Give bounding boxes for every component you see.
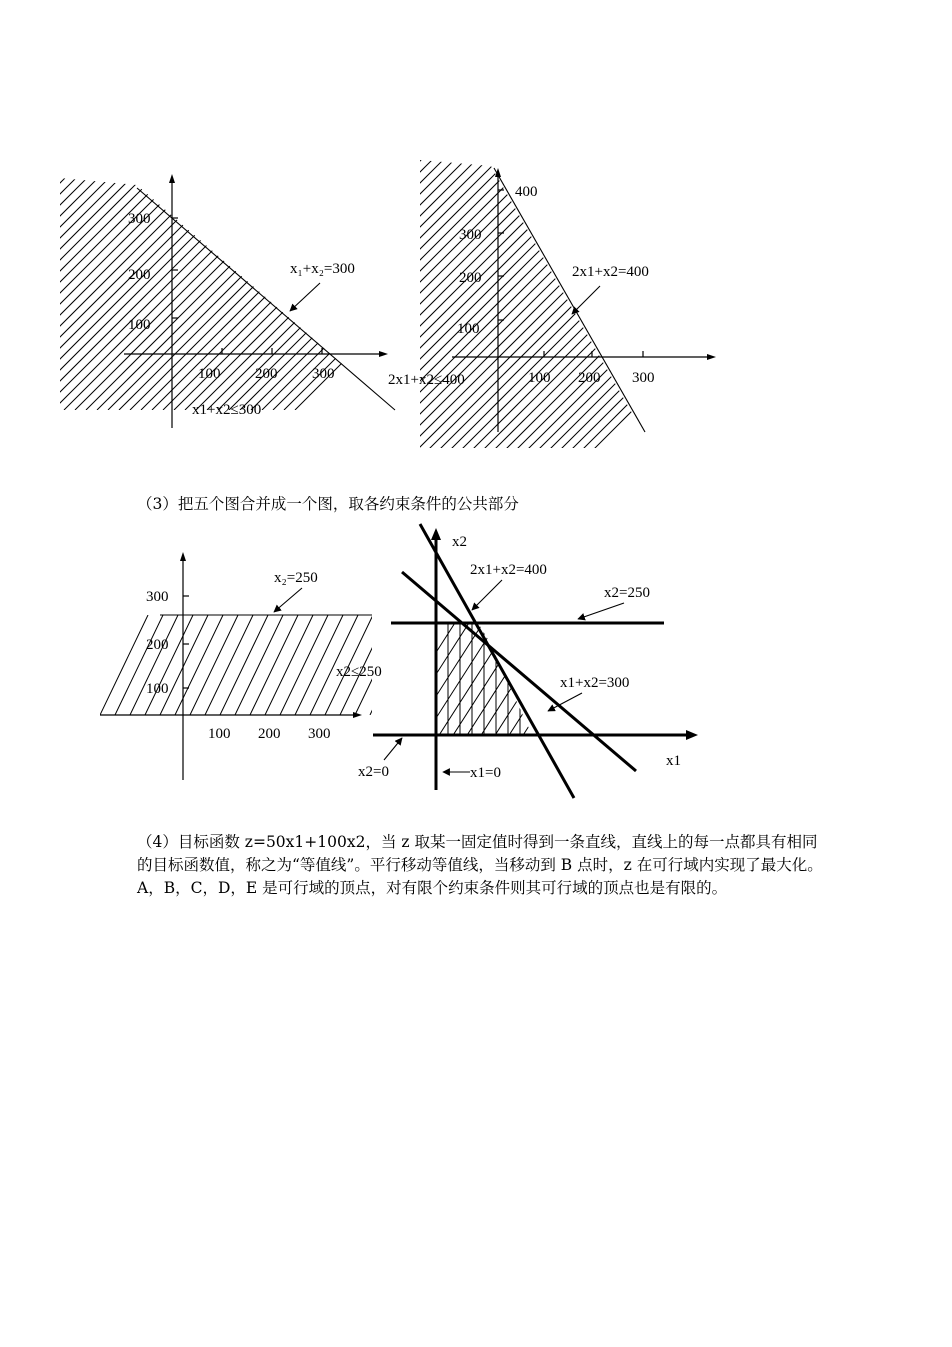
y-tick: 200 [459, 270, 482, 286]
x1-axis-arrow-icon [686, 730, 698, 740]
hatch-line [160, 615, 208, 715]
figure-2x1-plus-x2-le-400 [376, 0, 746, 480]
hatch-line [152, 150, 412, 410]
hatch-line [0, 150, 181, 410]
hatch-line [115, 615, 163, 715]
label-x1-x2-300: x1+x2=300 [560, 675, 630, 691]
pointer-arrow-icon [384, 738, 402, 760]
hatch-line [250, 615, 298, 715]
hatch-line [0, 150, 148, 410]
pointer-arrow-icon [578, 603, 624, 619]
hatch-line [31, 150, 291, 410]
step-3-text: （3）把五个图合并成一个图，取各约束条件的公共部分 [137, 495, 519, 513]
y-tick: 100 [146, 681, 169, 697]
hatch-line [0, 150, 104, 410]
hatch-line [516, 150, 816, 450]
x-tick: 100 [198, 366, 221, 382]
hatch-line [175, 615, 223, 715]
inequality-label: x2≤250 [336, 664, 382, 680]
y-tick: 300 [146, 589, 169, 605]
hatch-line [340, 150, 640, 450]
inequality-label: x1+x2≤300 [192, 402, 262, 418]
hatch-line [351, 150, 651, 450]
x1-axis-label: x1 [666, 753, 681, 769]
x-tick: 300 [308, 726, 331, 742]
hatch-line [235, 615, 283, 715]
hatch-line [0, 150, 126, 410]
y-tick: 200 [146, 637, 169, 653]
y-tick: 200 [128, 267, 151, 283]
y-axis-arrow-icon [180, 552, 186, 561]
figure-combined-feasible-region [360, 520, 710, 805]
x-tick: 300 [632, 370, 655, 386]
hatch-line [461, 150, 761, 450]
hatch-line [527, 150, 827, 450]
x-tick: 100 [208, 726, 231, 742]
hatch-line [64, 150, 324, 410]
hatch-line [593, 150, 893, 450]
label-x1-0: x1=0 [470, 765, 501, 781]
hatch-line [119, 150, 379, 410]
y-tick: 400 [515, 184, 538, 200]
x-tick: 200 [258, 726, 281, 742]
pointer-arrow-icon [290, 283, 320, 311]
hatch-line [100, 615, 148, 715]
line-label: x₁+x₂=300 [290, 261, 355, 277]
hatch-line [0, 150, 93, 410]
y-tick: 300 [459, 227, 482, 243]
line-label: 2x1+x2=400 [572, 264, 649, 280]
hatch-line [406, 150, 706, 450]
step-4-text: （4）目标函数 z=50x1+100x2，当 z 取某一固定值时得到一条直线，直线上的每一点都具有相同的目标函数值，称之为“等值线”。平行移动等值线，当移动到 B 点时，z 在可行域内实现了最大化。A，B，C，D，E 是可行域的顶点，对有限个约束条件则其可行域的顶点也是有限的。 [137, 833, 823, 897]
label-x2-0: x2=0 [358, 764, 389, 780]
label-x2-250: x2=250 [604, 585, 650, 601]
x-tick: 200 [255, 366, 278, 382]
hatch-line [450, 150, 750, 450]
hatch-line [0, 150, 214, 410]
hatch-line [549, 150, 849, 450]
x-axis-arrow-icon [707, 354, 716, 360]
x-tick: 300 [312, 366, 335, 382]
x-tick: 200 [578, 370, 601, 386]
x2-axis-arrow-icon [431, 528, 441, 540]
hatch-line [538, 150, 838, 450]
hatch-line [130, 615, 178, 715]
label-2x1-x2-400: 2x1+x2=400 [470, 562, 547, 578]
pointer-arrow-icon [572, 286, 600, 314]
hatch-line [428, 150, 728, 450]
y-tick: 100 [128, 317, 151, 333]
pointer-arrow-icon [274, 588, 302, 612]
hatch-line [395, 150, 695, 450]
hatch-line [0, 150, 71, 410]
hatch-line [145, 615, 193, 715]
figure-x2-le-250 [90, 540, 380, 790]
y-tick: 300 [128, 211, 151, 227]
hatch-line [0, 150, 60, 410]
hatch-line [0, 150, 192, 410]
hatch-line [205, 615, 253, 715]
hatch-line [582, 150, 882, 450]
x-tick: 100 [528, 370, 551, 386]
hatch-line [439, 150, 739, 450]
hatch-line [190, 615, 238, 715]
inequality-label: 2x1+x2≤400 [388, 372, 465, 388]
hatch-line [220, 615, 268, 715]
hatch-line [362, 150, 662, 450]
hatch-line [265, 615, 313, 715]
y-axis-arrow-icon [169, 174, 175, 183]
hatch-line [571, 150, 871, 450]
y-tick: 100 [457, 321, 480, 337]
constraint-line [494, 168, 645, 432]
pointer-arrow-icon [472, 580, 502, 610]
hatch-line [560, 150, 860, 450]
hatch-line [505, 150, 805, 450]
hatch-line [417, 150, 717, 450]
hatch-line [494, 150, 794, 450]
x2-axis-label: x2 [452, 534, 467, 550]
line-label: x₂=250 [274, 570, 318, 586]
hatch-line [280, 615, 328, 715]
